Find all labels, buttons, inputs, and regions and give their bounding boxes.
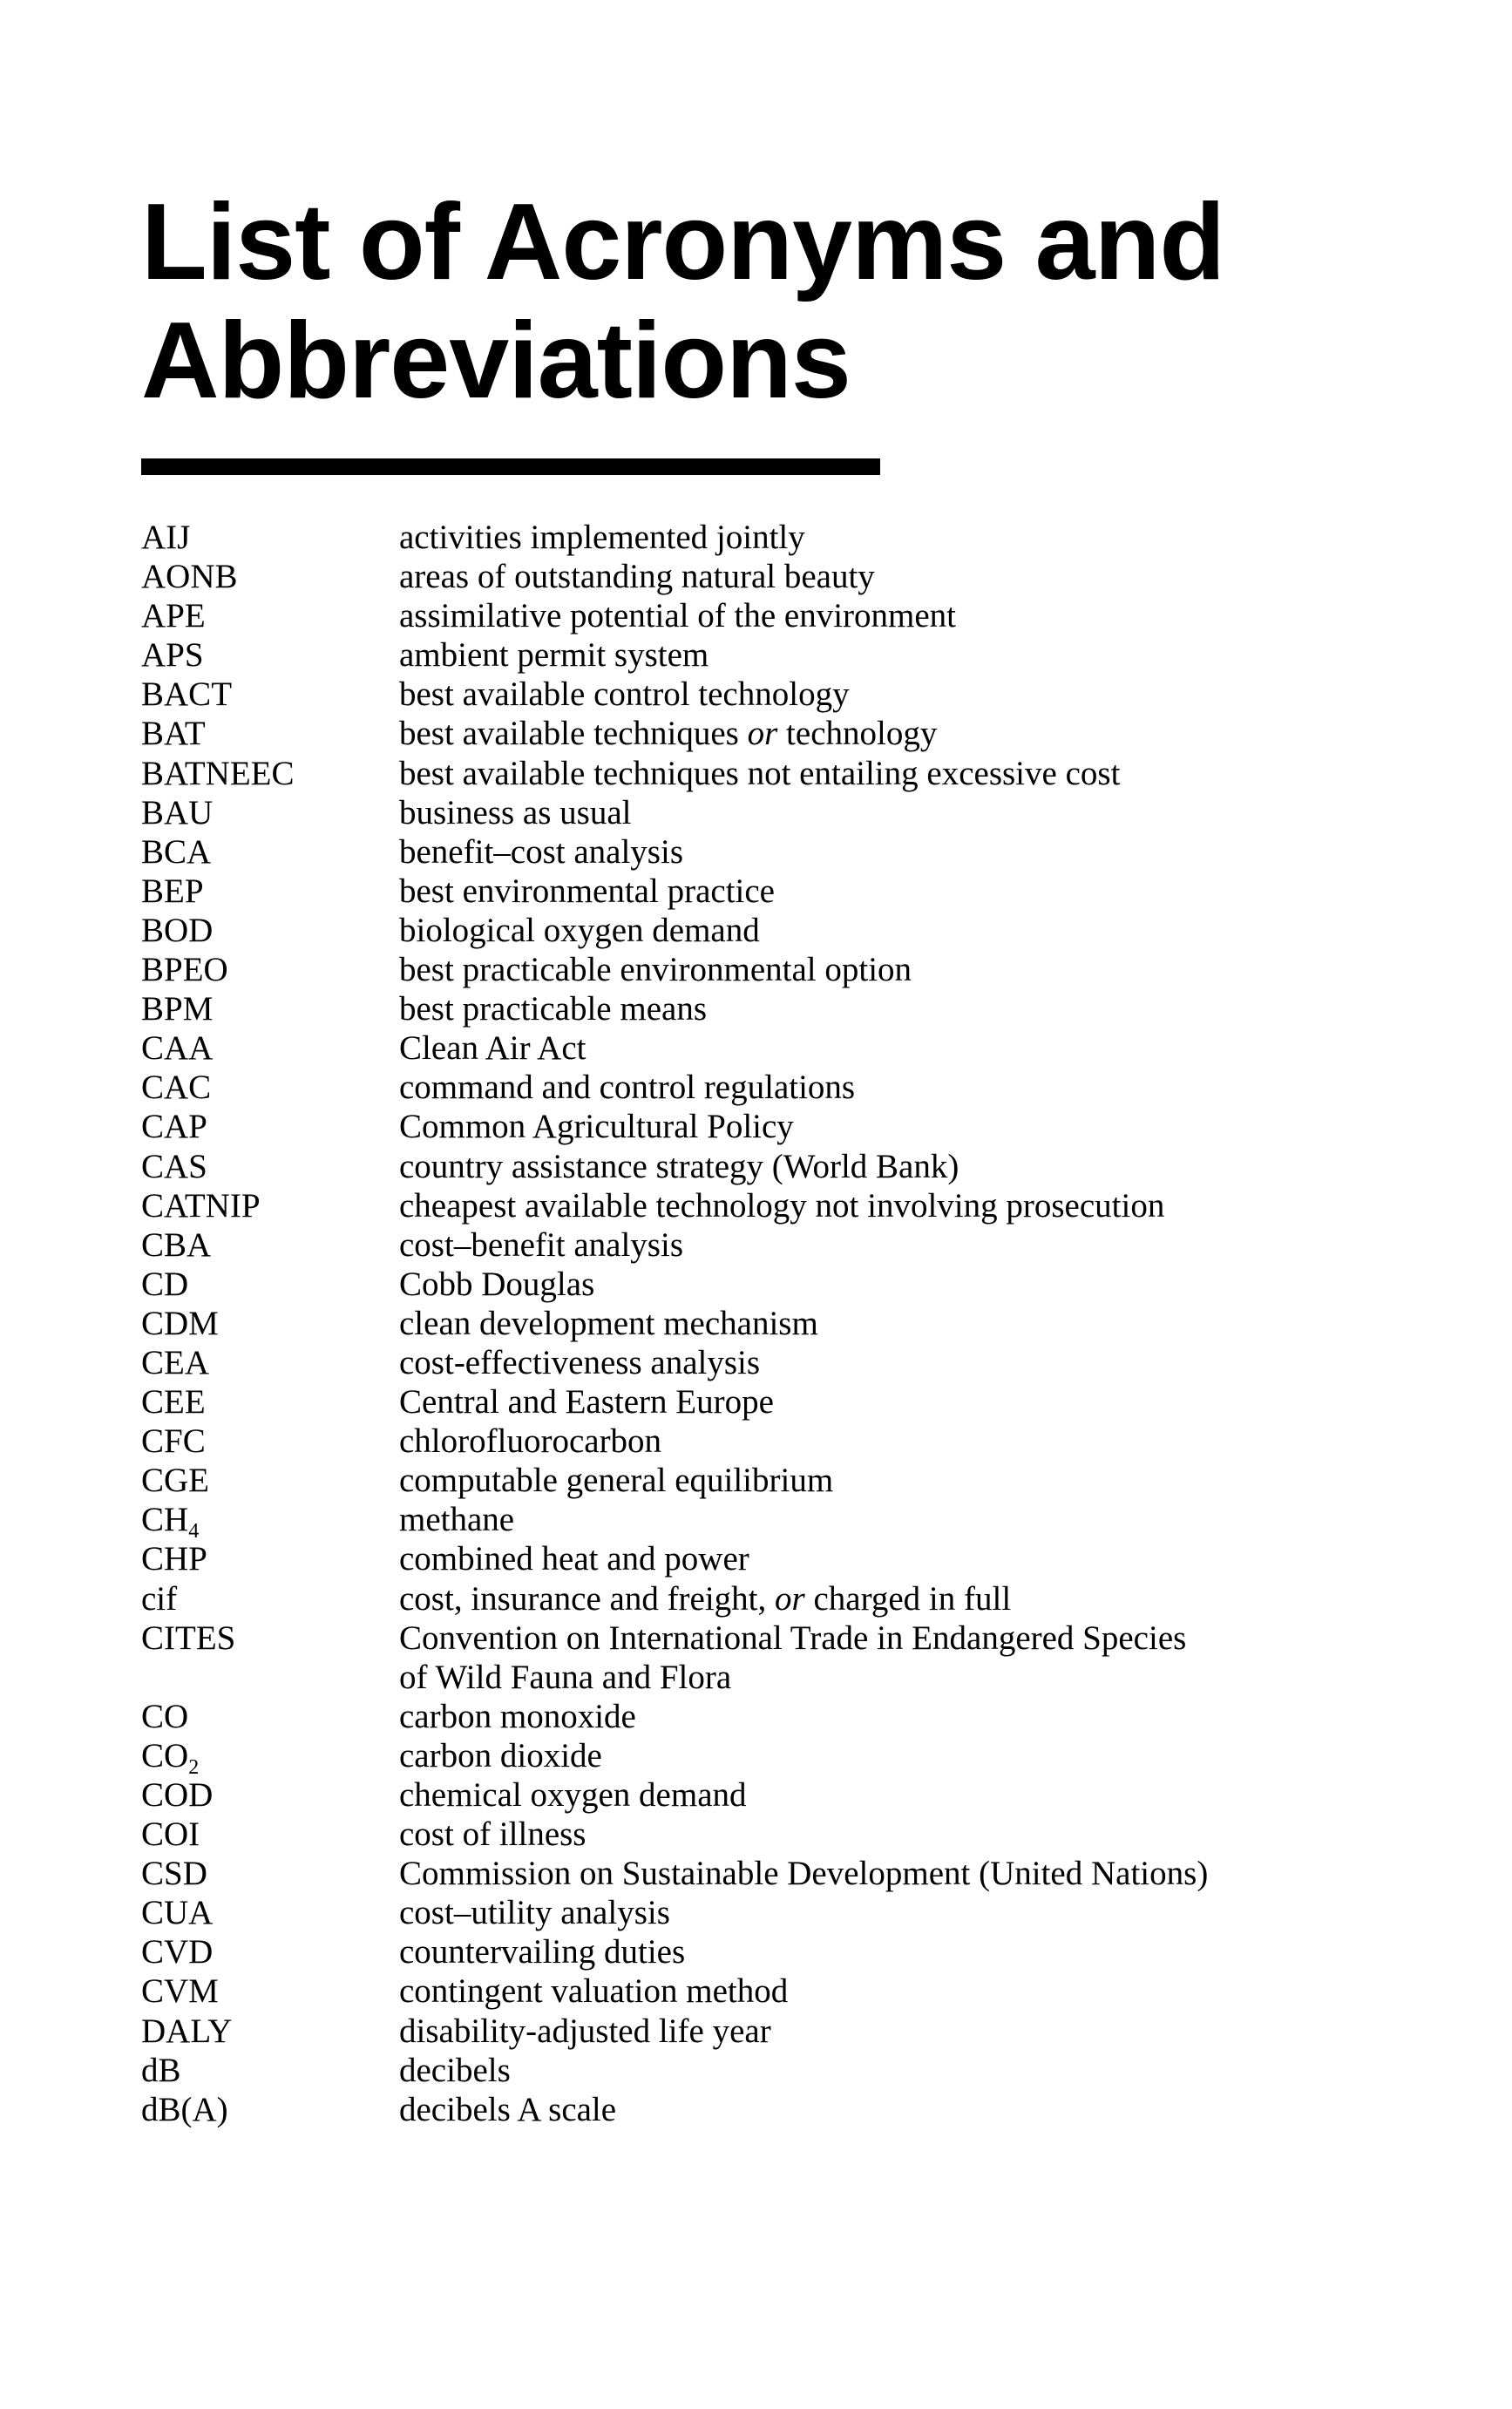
acronym-definition: activities implemented jointly [399,519,805,556]
acronym-definition: best environmental practice [399,872,775,910]
list-item [141,1304,1396,1343]
acronym-term: CSD [141,1855,207,1893]
acronym-term: BAU [141,793,214,831]
acronym-term: CGE [141,1462,209,1500]
acronym-definition: cost–utility analysis [399,1894,670,1932]
acronym-definition: decibels A scale [399,2090,617,2128]
acronym-definition: ambient permit system [399,636,709,675]
list-item [141,1107,1396,1146]
acronym-definition: command and control regulations [399,1069,856,1107]
acronym-definition: chlorofluorocarbon [399,1422,662,1461]
list-item [141,1775,1396,1815]
list-item [141,714,1396,753]
list-item [141,1265,1396,1304]
list-item [141,1618,1396,1697]
list-item [141,1186,1396,1225]
acronym-term: COI [141,1815,200,1854]
page-title-line-1: List of Acronyms and [141,182,1225,302]
acronym-definition: Central and Eastern Europe [399,1383,774,1422]
list-item [141,1028,1396,1068]
acronym-definition: benefit–cost analysis [399,832,683,871]
list-item [141,1382,1396,1422]
acronym-term: BACT [141,675,233,714]
acronym-term: DALY [141,2012,233,2050]
acronym-definition: Clean Air Act [399,1029,586,1068]
list-item [141,793,1396,832]
list-item [141,1579,1396,1618]
acronym-term: AIJ [141,519,191,556]
acronym-definition: biological oxygen demand [399,911,760,949]
acronym-definition: Convention on International Trade in Endangered Species of Wild Fauna and Flora [399,1618,1187,1696]
acronym-subscript: 4 [188,1520,200,1544]
acronym-definition: chemical oxygen demand [399,1776,747,1814]
list-item [141,1422,1396,1461]
list-item [141,1343,1396,1382]
title-rule [141,458,880,475]
acronym-term: APE [141,597,206,635]
list-item [141,1461,1396,1500]
list-item [141,635,1396,675]
acronym-term: CVD [141,1933,214,1971]
acronym-definition: disability-adjusted life year [399,2012,771,2050]
acronym-term: CUA [141,1894,214,1932]
acronym-term: cif [141,1579,178,1618]
acronym-term: CFC [141,1422,206,1461]
acronym-term: BATNEEC [141,754,295,792]
acronym-definition: contingent valuation method [399,1972,789,2011]
acronym-definition: computable general equilibrium [399,1462,834,1500]
acronym-term: CAA [141,1029,214,1068]
list-item [141,1147,1396,1186]
acronym-term: CVM [141,1972,219,2011]
acronym-definition: assimilative potential of the environment [399,597,957,635]
acronym-term: CBA [141,1225,212,1264]
acronym-definition: Common Agricultural Policy [399,1108,794,1146]
list-item [141,754,1396,793]
acronym-definition: countervailing duties [399,1933,686,1971]
acronym-term: CATNIP [141,1186,261,1225]
acronym-term: CEA [141,1343,209,1381]
acronym-definition: cost, insurance and freight, or charged in full [399,1579,1012,1618]
list-item [141,1736,1396,1779]
acronym-definition: best practicable means [399,990,707,1028]
acronym-definition: areas of outstanding natural beauty [399,558,875,596]
acronym-definition: best available control technology [399,675,850,714]
acronym-definition: combined heat and power [399,1540,749,1578]
acronym-definition: Commission on Sustainable Development (United Nations) [399,1855,1209,1893]
acronym-term: APS [141,636,204,675]
acronym-definition: cost–benefit analysis [399,1225,683,1264]
list-item [141,911,1396,950]
acronym-list [141,518,1396,2129]
acronym-term: dB(A) [141,2090,228,2128]
acronym-term: CITES [141,1618,236,1657]
list-item [141,872,1396,911]
acronym-definition: methane [399,1501,515,1539]
acronym-definition: country assistance strategy (World Bank) [399,1147,959,1185]
acronym-definition: Cobb Douglas [399,1265,595,1303]
acronym-term: CAP [141,1108,207,1146]
acronym-term: CAC [141,1069,212,1107]
acronym-term: CHP [141,1540,207,1578]
acronym-term: $CH_4$ [141,1501,200,1544]
list-item [141,1225,1396,1265]
acronym-definition: business as usual [399,793,632,831]
list-item [141,518,1396,557]
acronym-term: BCA [141,832,212,871]
list-item [141,1697,1396,1736]
acronym-definition: carbon monoxide [399,1697,636,1735]
acronym-term: CDM [141,1304,219,1342]
list-item [141,2012,1396,2051]
acronym-term: BOD [141,911,214,949]
list-item [141,1500,1396,1544]
acronym-term: dB [141,2051,181,2089]
acronym-subscript: 2 [188,1755,200,1779]
list-item [141,950,1396,989]
list-item [141,2090,1396,2129]
acronym-term: CEE [141,1383,206,1422]
acronym-definition: cheapest available technology not involving prosecution [399,1186,1165,1225]
list-item [141,596,1396,635]
list-item [141,1854,1396,1893]
acronym-term: BEP [141,872,204,910]
list-item [141,675,1396,714]
acronym-definition: carbon dioxide [399,1736,602,1775]
acronym-definition: best available techniques not entailing excessive cost [399,754,1121,792]
acronym-definition: cost-effectiveness analysis [399,1343,761,1381]
list-item [141,1893,1396,1932]
acronym-term: BAT [141,715,206,753]
acronym-term: AONB [141,558,238,596]
acronym-term: BPM [141,990,214,1028]
list-item [141,832,1396,872]
list-item [141,989,1396,1028]
acronym-definition: cost of illness [399,1815,586,1854]
list-item [141,1068,1396,1107]
acronym-definition: decibels [399,2051,511,2089]
acronym-definition: clean development mechanism [399,1304,818,1342]
acronym-definition: best practicable environmental option [399,951,912,989]
acronym-term: COD [141,1776,214,1814]
page-title-line-2: Abbreviations [141,301,851,421]
list-item [141,557,1396,596]
acronym-definition: best available techniques or technology [399,715,938,753]
list-item [141,2051,1396,2090]
list-item [141,1815,1396,1854]
acronym-term: CD [141,1265,189,1303]
list-item [141,1932,1396,1971]
page-title [141,183,1224,420]
acronym-term: BPEO [141,951,228,989]
acronym-term: CO [141,1697,189,1735]
list-item [141,1971,1396,2011]
acronym-term: CAS [141,1147,207,1185]
list-item [141,1539,1396,1578]
acronym-term: $CO_2$ [141,1736,200,1779]
